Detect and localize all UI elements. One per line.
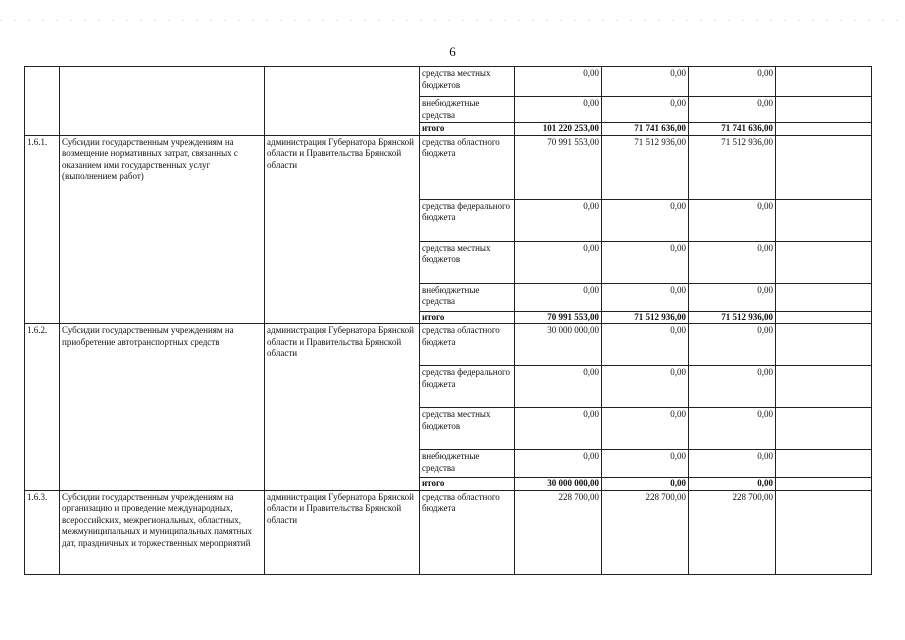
value-cell: 0,00 <box>689 408 776 450</box>
value-cell: 0,00 <box>689 283 776 311</box>
value-cell: 0,00 <box>689 241 776 283</box>
source-cell: средства областного бюджета <box>420 135 515 199</box>
code-cell: 1.6.2. <box>25 324 60 491</box>
source-cell: средства федерального бюджета <box>420 366 515 408</box>
source-cell: средства федерального бюджета <box>420 199 515 241</box>
name-cell: Субсидии государственным учреждениям на приобретение автотранспортных средств <box>60 324 265 491</box>
value-cell: 0,00 <box>602 67 689 97</box>
value-cell: 71 741 636,00 <box>689 123 776 136</box>
value-cell: 0,00 <box>602 97 689 123</box>
name-cell: Субсидии государственным учреждениям на организацию и проведение международных, всероссийских, межрегиональных, областных, межмуниципальных и муниципальных памятных дат, праздничных и торжественных мероприятий <box>60 490 265 574</box>
executor-cell <box>265 67 420 136</box>
value-cell: 0,00 <box>689 366 776 408</box>
empty-cell <box>776 97 872 123</box>
value-cell: 71 741 636,00 <box>602 123 689 136</box>
table-row <box>25 67 872 97</box>
value-cell: 0,00 <box>602 241 689 283</box>
name-cell <box>60 67 265 136</box>
value-cell: 0,00 <box>689 199 776 241</box>
name-cell: Субсидии государственным учреждениям на возмещение нормативных затрат, связанных с оказанием ими государственных услуг (выполнением работ) <box>60 135 265 324</box>
empty-cell <box>776 450 872 478</box>
source-cell: внебюджетные средства <box>420 97 515 123</box>
value-cell: 71 512 936,00 <box>689 135 776 199</box>
code-cell: 1.6.3. <box>25 490 60 574</box>
empty-cell <box>776 311 872 324</box>
value-cell: 0,00 <box>515 67 602 97</box>
empty-cell <box>776 408 872 450</box>
value-cell: 70 991 553,00 <box>515 135 602 199</box>
value-cell: 228 700,00 <box>515 490 602 574</box>
value-cell: 71 512 936,00 <box>689 311 776 324</box>
value-cell: 71 512 936,00 <box>602 311 689 324</box>
page-number: 6 <box>449 44 456 59</box>
source-cell: внебюджетные средства <box>420 283 515 311</box>
value-cell: 71 512 936,00 <box>602 135 689 199</box>
code-cell <box>25 67 60 136</box>
source-cell: итого <box>420 311 515 324</box>
table-row <box>25 490 872 574</box>
value-cell: 0,00 <box>689 478 776 491</box>
value-cell: 30 000 000,00 <box>515 478 602 491</box>
value-cell: 30 000 000,00 <box>515 324 602 366</box>
value-cell: 228 700,00 <box>689 490 776 574</box>
value-cell: 0,00 <box>515 97 602 123</box>
budget-table <box>24 66 872 575</box>
value-cell: 228 700,00 <box>602 490 689 574</box>
empty-cell <box>776 123 872 136</box>
code-cell: 1.6.1. <box>25 135 60 324</box>
empty-cell <box>776 135 872 199</box>
source-cell: средства местных бюджетов <box>420 408 515 450</box>
table-row <box>25 135 872 199</box>
empty-cell <box>776 366 872 408</box>
source-cell: внебюджетные средства <box>420 450 515 478</box>
value-cell: 0,00 <box>515 366 602 408</box>
source-cell: средства местных бюджетов <box>420 67 515 97</box>
source-cell: средства областного бюджета <box>420 490 515 574</box>
executor-cell: администрация Губернатора Брянской области и Правительства Брянской области <box>265 490 420 574</box>
source-cell: итого <box>420 478 515 491</box>
value-cell: 0,00 <box>602 324 689 366</box>
value-cell: 0,00 <box>602 283 689 311</box>
value-cell: 0,00 <box>602 450 689 478</box>
value-cell: 0,00 <box>515 199 602 241</box>
empty-cell <box>776 241 872 283</box>
value-cell: 0,00 <box>515 450 602 478</box>
value-cell: 0,00 <box>515 241 602 283</box>
value-cell: 0,00 <box>689 450 776 478</box>
executor-cell: администрация Губернатора Брянской области и Правительства Брянской области <box>265 324 420 491</box>
value-cell: 0,00 <box>689 67 776 97</box>
value-cell: 70 991 553,00 <box>515 311 602 324</box>
empty-cell <box>776 67 872 97</box>
source-cell: средства местных бюджетов <box>420 241 515 283</box>
value-cell: 0,00 <box>602 366 689 408</box>
value-cell: 0,00 <box>602 408 689 450</box>
value-cell: 0,00 <box>602 478 689 491</box>
executor-cell: администрация Губернатора Брянской области и Правительства Брянской области <box>265 135 420 324</box>
value-cell: 0,00 <box>515 408 602 450</box>
value-cell: 0,00 <box>515 283 602 311</box>
value-cell: 0,00 <box>689 97 776 123</box>
table-row <box>25 324 872 366</box>
value-cell: 0,00 <box>689 324 776 366</box>
empty-cell <box>776 283 872 311</box>
value-cell: 0,00 <box>602 199 689 241</box>
empty-cell <box>776 199 872 241</box>
empty-cell <box>776 490 872 574</box>
empty-cell <box>776 324 872 366</box>
value-cell: 101 220 253,00 <box>515 123 602 136</box>
empty-cell <box>776 478 872 491</box>
scan-artifact <box>0 20 905 21</box>
source-cell: средства областного бюджета <box>420 324 515 366</box>
source-cell: итого <box>420 123 515 136</box>
